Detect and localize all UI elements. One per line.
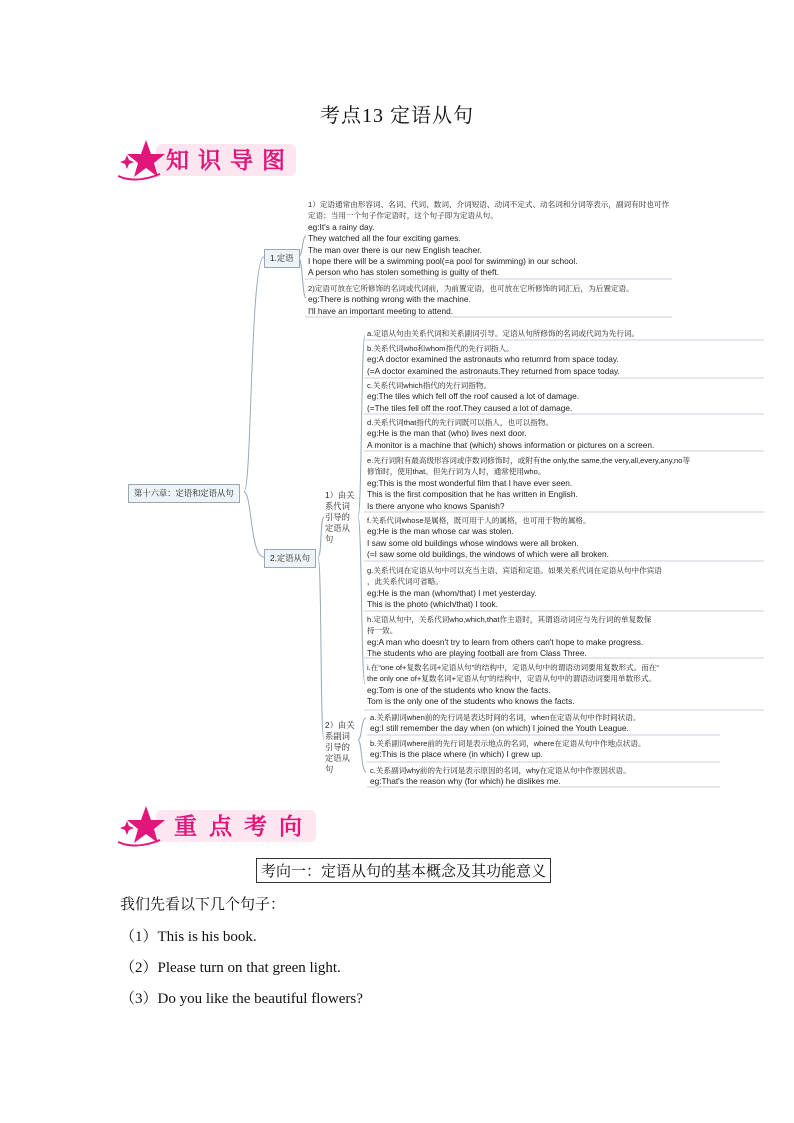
leaf-adv-a: a.关系副词when前的先行词是表达时间的名词，when在定语从句中作时间状语。 eg:I still remember the day when (on which) I joined the Youth League.: [370, 713, 641, 734]
branch-attributive: 1.定语: [264, 249, 300, 268]
leaf-adv-c: c.关系副词why前的先行词是表示原因的名词，why在定语从句中作原因状语。 eg:That's the reason why (for which) he dislikes me.: [370, 766, 631, 787]
leaf-d: d.关系代词that指代的先行词既可以指人，也可以指物。 eg:He is the man that (who) lives next door. A monitor is a machine that (which) shows information or pictures on a screen.: [367, 418, 655, 450]
page-title: 考点13 定语从句: [320, 105, 474, 127]
sub-relative-adverb: 2）由关系副词引导的定语从句: [325, 720, 355, 774]
leaf-g: g.关系代词在定语从句中可以充当主语、宾语和定语。如果关系代词在定语从句中作宾语 ，此关系代词可省略。 eg:He is the man (whom/that) I met yesterday. This is the photo (which/that) I took.: [367, 566, 662, 610]
example-3: （3）Do you like the beautiful flowers?: [120, 991, 363, 1007]
leaf-h: h.定语从句中，关系代词who,which,that作主语时，其谓语动词应与先行词的单复数保 持一致。 eg:A man who doesn't try to learn from others can't hope to make progress. The students who are playing football are from Class Three.: [367, 615, 652, 659]
example-1: （1）This is his book.: [120, 929, 257, 945]
star-icon: [116, 802, 166, 852]
leaf-b: b.关系代词who和whom指代的先行词指人。 eg:A doctor examined the astronauts who returnrd from space today. (=A doctor examined the astronauts.They returned from space today.: [367, 344, 620, 376]
leaf-f: f.关系代词whose是属格，既可用于人的属格，也可用于物的属格。 eg:He is the man whose car was stolen. I saw some old buildings whose windows were all broken. (=I saw some old buildings, the windows of which were all broken.: [367, 516, 609, 560]
leaf-1-1: 1）定语通常由形容词、名词、代词、数词、介词短语、动词不定式、动名词和分词等表示，副词有时也可作 定语；当用一个句子作定语时，这个句子即为定语从句。 eg:It's a rainy day. They watched all the four exciting games. The man over there is our new English teacher. I hope there will be a swimming pool(=a pool for swimming) in our school. A person who has stolen something is guilty of theft.: [308, 200, 670, 278]
mindmap-root: 第十六章：定语和定语从句: [128, 484, 240, 503]
leaf-c: c.关系代词which指代的先行词指物。 eg:The tiles which fell off the roof caused a lot of damage. (=The tiles fell off the roof.They caused a lot of damage.: [367, 381, 580, 413]
banner-key-points: [116, 804, 316, 848]
section-heading: 考向一：定语从句的基本概念及其功能意义: [256, 858, 551, 883]
intro-text: 我们先看以下几个句子：: [120, 897, 286, 913]
leaf-1-2: 2)定语可放在它所修饰的名词或代词前，为前置定语，也可放在它所修饰的词汇后，为后置定语。 eg:There is nothing wrong with the machine. I'll have an important meeting to attend.: [308, 284, 634, 316]
leaf-i: i.在“one of+复数名词+定语从句”的结构中，定语从句中的谓语动词要用复数形式。而在“ the only one of+复数名词+定语从句”的结构中，定语从句中的谓语动词要用单数形式。 eg:Tom is one of the students who know the facts. Tom is the only one of the students who knows the facts.: [367, 663, 659, 707]
example-2: （2）Please turn on that green light.: [120, 960, 341, 976]
banner-text: 知识导图: [166, 148, 294, 174]
leaf-adv-b: b.关系副词where前的先行词是表示地点的名词，where在定语从句中作地点状语。 eg:This is the place where (in which) I grew up.: [370, 739, 646, 760]
leaf-e: e.先行词附有最高级形容词或序数词修饰时，或附有the only,the same,the very,all,every,any,no等 修饰时，使用that。但先行词为人时，通常使用who。 eg:This is the most wonderful film that I have ever seen. This is the first composition that he has written in English. Is there anyone who knows Spanish?: [367, 456, 691, 511]
branch-attributive-clause: 2.定语从句: [264, 549, 316, 568]
banner-text: 重点考向: [174, 814, 314, 840]
leaf-a: a.定语从句由关系代词和关系副词引导。定语从句所修饰的名词或代词为先行词。: [367, 329, 640, 338]
sub-relative-pronoun: 1）由关系代词引导的定语从句: [325, 490, 355, 544]
